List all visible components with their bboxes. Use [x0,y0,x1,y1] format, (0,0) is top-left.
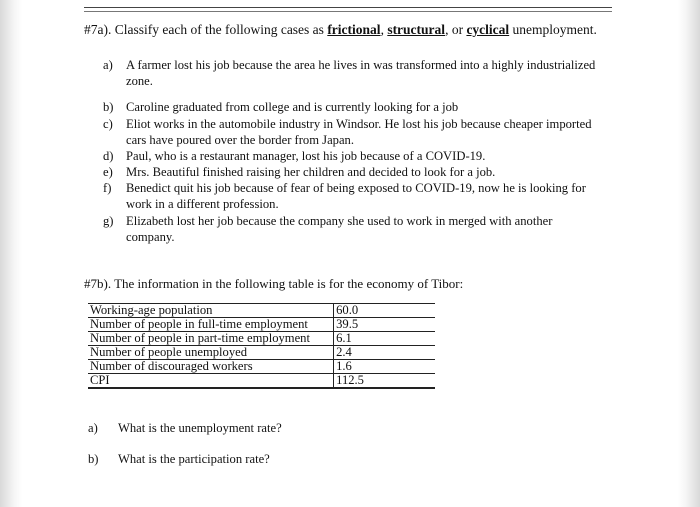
table-row [88,374,435,389]
list-item [103,148,603,164]
table-cell-value: 112.5 [334,374,435,389]
table-row [88,360,435,374]
item-label: b) [103,100,114,114]
table-row [88,346,435,360]
question-7b-heading: #7b). The information in the following table is for the economy of Tibor: [84,276,464,291]
sub-question-text: What is the participation rate? [118,452,270,466]
item-label: a) [103,58,113,72]
table-cell-label: Number of people in part-time employment [90,331,310,345]
item-text: A farmer lost his job because the area he lives in was transformed into a highly industrialized zone. [126,58,596,88]
table-cell-value: 2.4 [334,346,435,360]
item-text: Benedict quit his job because of fear of being exposed to COVID-19, now he is looking for work in a different profession. [126,181,586,211]
table-cell-value: 1.6 [334,360,435,374]
sub-question-label: a) [88,421,98,435]
item-text: Paul, who is a restaurant manager, lost his job because of a COVID-19. [126,149,486,163]
item-text: Mrs. Beautiful finished raising her children and decided to look for a job. [126,165,496,179]
item-label: e) [103,165,113,179]
term-structural: structural [387,22,446,37]
item-text: Caroline graduated from college and is currently looking for a job [126,100,459,114]
term-cyclical: cyclical [466,22,510,37]
table-cell-value: 39.5 [334,318,435,332]
sub-question [88,452,270,467]
table-cell-label: CPI [90,373,110,387]
table-cell-label: Number of people unemployed [90,345,248,359]
top-rule [84,7,612,8]
list-item [103,213,603,245]
list-item [103,164,603,180]
item-label: g) [103,214,114,228]
item-text: Eliot works in the automobile industry in Windsor. He lost his job because cheaper imported cars have poured over the border from Japan. [126,117,592,147]
sub-question [88,421,282,436]
table-cell-label: Number of discouraged workers [90,359,253,373]
list-item [103,116,603,148]
economy-data-table [88,303,435,389]
list-item [103,57,603,89]
term-frictional: frictional [327,22,381,37]
top-rule-second [84,11,612,12]
table-row [88,318,435,332]
item-text: Elizabeth lost her job because the company she used to work in merged with another company. [126,214,553,244]
sub-question-label: b) [88,452,99,466]
table-row [88,304,435,318]
table-cell-label: Number of people in full-time employment [90,317,308,331]
table-cell-label: Working-age population [90,303,213,317]
left-shadow [0,0,22,507]
table-cell-value: 60.0 [334,304,435,318]
table-row [88,332,435,346]
list-item [103,180,603,212]
sub-question-text: What is the unemployment rate? [118,421,282,435]
item-label: f) [103,181,112,195]
list-item [103,99,603,115]
item-label: c) [103,117,113,131]
item-label: d) [103,149,114,163]
right-shadow [678,0,700,507]
question-7a-heading: #7a). Classify each of the following cases as frictional, structural, or cyclical unemployment. [84,22,597,37]
table-cell-value: 6.1 [334,332,435,346]
